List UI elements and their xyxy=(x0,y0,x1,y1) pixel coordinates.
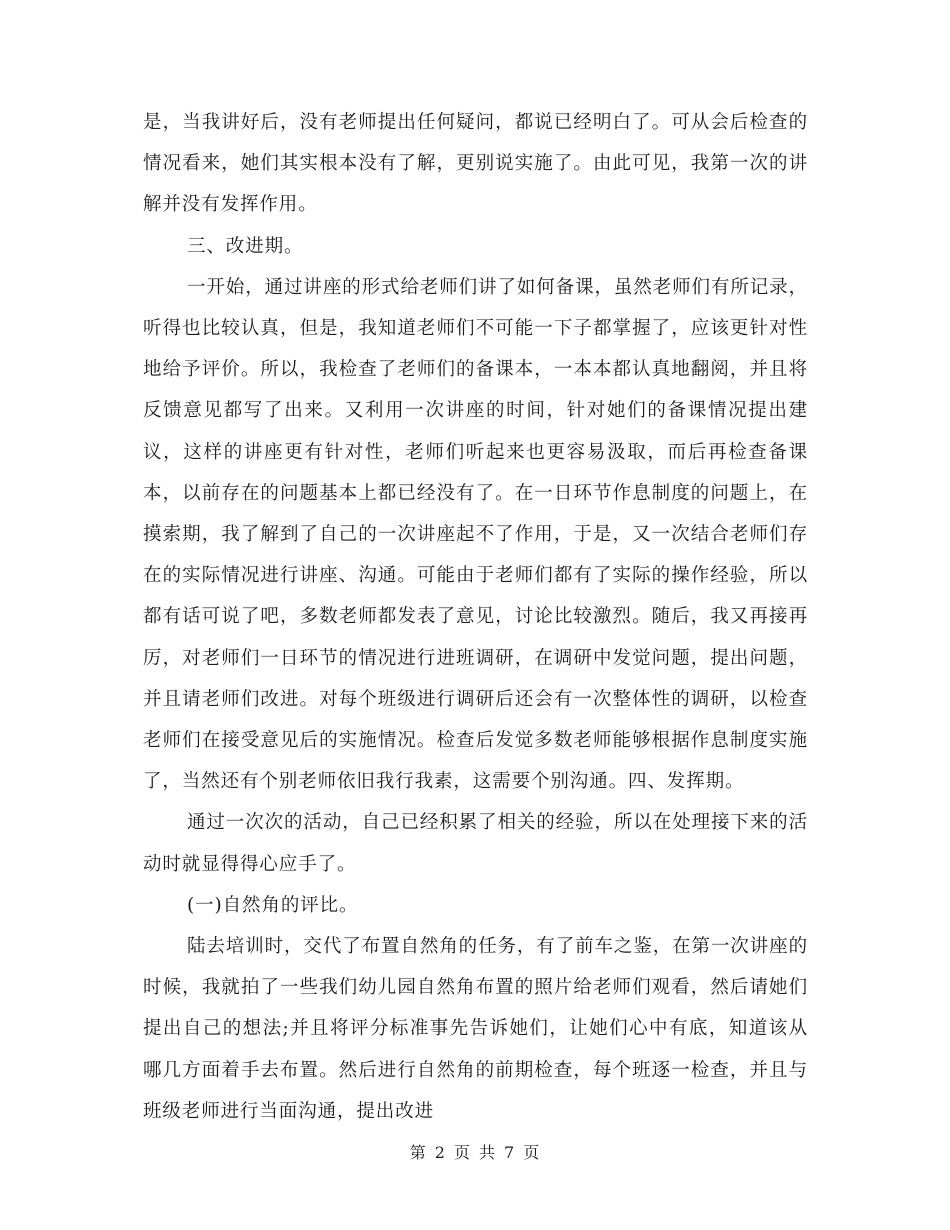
footer-ye2: 页 xyxy=(523,1143,541,1162)
footer-di: 第 xyxy=(409,1143,427,1162)
section-heading-improvement: 三、改进期。 xyxy=(187,235,304,257)
footer-gong: 共 xyxy=(479,1143,497,1162)
footer-ye: 页 xyxy=(453,1143,471,1162)
paragraph-6: 陆去培训时，交代了布置自然角的任务，有了前车之鉴，在第一次讲座的时候，我就拍了一些我们幼儿园自然角布置的照片给老师们观看，然后请她们提出自己的想法;并且将评分标准事先告诉她们，让她们心中有底，知道该从哪几方面着手去布置。然后进行自然角的前期检查，每个班逐一检查，并且与班级老师进行当面沟通，提出改进 xyxy=(143,936,808,1122)
subsection-heading-nature-corner: (一)自然角的评比。 xyxy=(187,894,359,916)
paragraph-4: 通过一次次的活动，自己已经积累了相关的经验，所以在处理接下来的活动时就显得得心应手了。 xyxy=(143,812,808,875)
page-footer xyxy=(0,1140,950,1163)
paragraph-3: 一开始，通过讲座的形式给老师们讲了如何备课，虽然老师们有所记录，听得也比较认真，但是，我知道老师们不可能一下子都掌握了，应该更针对性地给予评价。所以，我检查了老师们的备课本，一本本都认真地翻阅，并且将反馈意见都写了出来。又利用一次讲座的时间，针对她们的备课情况提出建议，这样的讲座更有针对性，老师们听起来也更容易汲取，而后再检查备课本，以前存在的问题基本上都已经没有了。在一日环节作息制度的问题上，在摸索期，我了解到了自己的一次讲座起不了作用，于是，又一次结合老师们存在的实际情况进行讲座、沟通。可能由于老师们都有了实际的操作经验，所以都有话可说了吧，多数老师都发表了意见，讨论比较激烈。随后，我又再接再厉，对老师们一日环节的情况进行进班调研，在调研中发觉问题，提出问题，并且请老师们改进。对每个班级进行调研后还会有一次整体性的调研，以检查老师们在接受意见后的实施情况。检查后发觉多数老师能够根据作息制度实施了，当然还有个别老师依旧我行我素，这需要个别沟通。四、发挥期。 xyxy=(143,276,808,793)
paragraph-1: 是，当我讲好后，没有老师提出任何疑问，都说已经明白了。可从会后检查的情况看来，她们其实根本没有了解，更别说实施了。由此可见，我第一次的讲解并没有发挥作用。 xyxy=(143,112,808,216)
footer-page-number: 2 xyxy=(434,1143,446,1162)
footer-total-pages: 7 xyxy=(504,1143,516,1162)
document-body xyxy=(143,102,808,1132)
